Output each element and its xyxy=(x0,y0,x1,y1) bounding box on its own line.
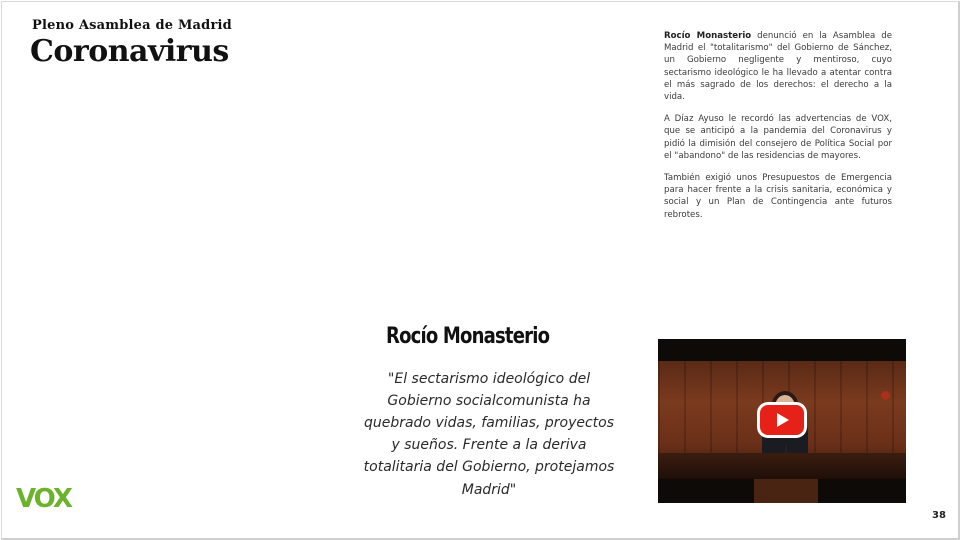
side-paragraph-1-name: Rocío Monasterio xyxy=(664,31,752,41)
side-paragraph-3: También exigió unos Presupuestos de Emergencia para hacer frente a la crisis sanitaria, económica y social y un Plan de Contingencia ante futuros rebrotes. xyxy=(664,173,892,220)
side-paragraph-2: A Díaz Ayuso le recordó las advertencias de VOX, que se anticipó a la pandemia del Coronavirus y pidió la dimisión del consejero de Política Social por el "abandono" de las residencias de mayores. xyxy=(664,114,892,161)
vox-logo: VOX xyxy=(16,484,71,514)
quote-author: Rocío Monasterio xyxy=(386,324,550,349)
page-title: Coronavirus xyxy=(30,34,229,69)
side-paragraph-1 xyxy=(664,30,892,103)
page-number: 38 xyxy=(932,510,946,521)
channel-logo-icon xyxy=(881,391,890,400)
section-kicker: Pleno Asamblea de Madrid xyxy=(32,18,232,33)
benches xyxy=(658,453,906,479)
side-paragraph-1-text: denunció en la Asamblea de Madrid el "totalitarismo" del Gobierno de Sánchez, un Gobierno negligente y mentiroso, cuyo sectarismo ideológico le ha llevado a atentar contra el más sagrado de los derechos: el derecho a la vida. xyxy=(664,31,892,103)
side-text-block xyxy=(664,30,892,231)
quote-text: "El sectarismo ideológico del Gobierno socialcomunista ha quebrado vidas, familias, proyectos y sueños. Frente a la deriva totalitaria del Gobierno, protejamos Madrid" xyxy=(363,371,615,498)
video-thumbnail[interactable] xyxy=(658,339,906,503)
youtube-play-icon[interactable] xyxy=(760,405,804,435)
